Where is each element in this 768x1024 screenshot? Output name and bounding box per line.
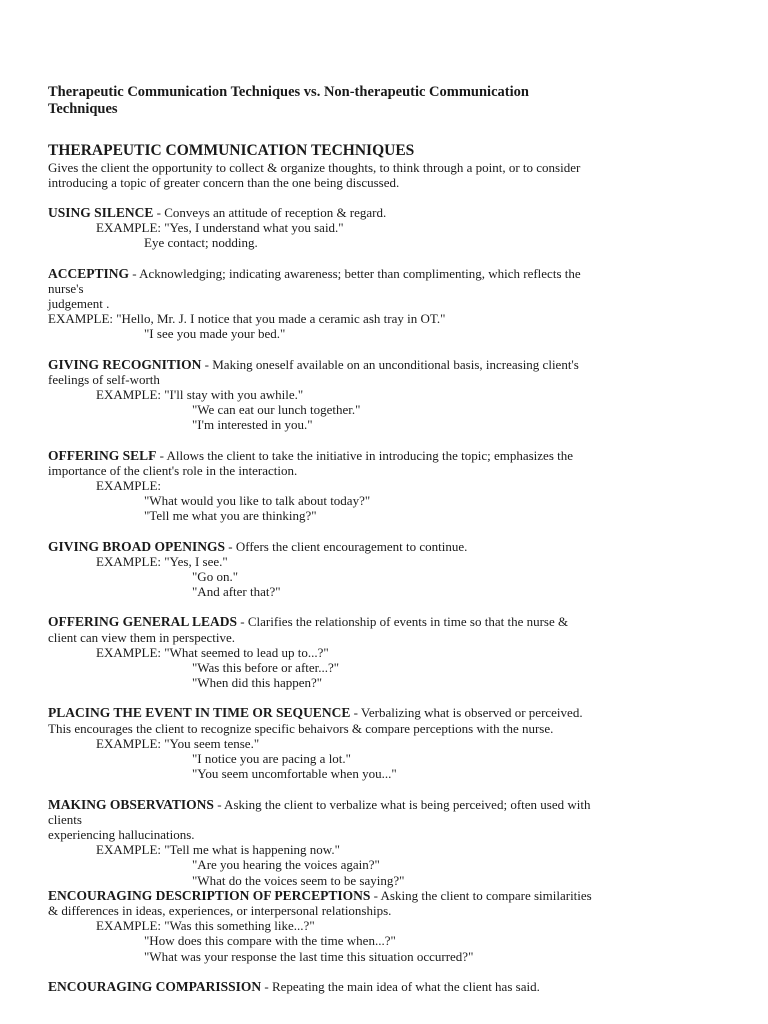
example-line: "What would you like to talk about today?"	[144, 493, 371, 509]
example-line: "I see you made your bed."	[144, 326, 286, 342]
example-line: "And after that?"	[192, 584, 281, 600]
intro-line-1: Gives the client the opportunity to collect & organize thoughts, to think through a point, or to consider	[48, 160, 581, 175]
technique-definition: - Clarifies the relationship of events in time so that the nurse &	[237, 614, 569, 630]
section-intro	[48, 160, 728, 190]
technique-encouraging-comparission	[48, 979, 728, 994]
technique-term: OFFERING SELF	[48, 447, 157, 463]
example-line: EXAMPLE: "Tell me what is happening now."	[96, 842, 340, 858]
technique-definition: - Making oneself available on an unconditional basis, increasing client's	[201, 356, 579, 372]
technique-definition: - Verbalizing what is observed or perceived.	[350, 705, 583, 721]
technique-definition: - Asking the client to compare similarities	[370, 887, 592, 903]
example-line: EXAMPLE:	[96, 478, 161, 494]
example-line: EXAMPLE: "I'll stay with you awhile."	[96, 387, 304, 403]
example-line: "Was this before or after...?"	[192, 660, 340, 676]
technique-term: ACCEPTING	[48, 265, 130, 281]
technique-definition: - Asking the client to verbalize what is being perceived; often used with	[213, 796, 591, 812]
example-line: "Are you hearing the voices again?"	[192, 857, 380, 873]
technique-term: MAKING OBSERVATIONS	[48, 796, 214, 812]
technique-definition: - Acknowledging; indicating awareness; better than complimenting, which reflects the	[129, 265, 581, 281]
technique-encouraging-description-of-perceptions	[48, 888, 728, 964]
example-line: EXAMPLE: "You seem tense."	[96, 735, 260, 751]
technique-placing-event-in-time	[48, 705, 728, 781]
technique-term: GIVING BROAD OPENINGS	[48, 538, 226, 554]
definition-line: nurse's	[48, 280, 84, 296]
example-line: EXAMPLE: "What seemed to lead up to...?"	[96, 644, 329, 660]
example-line: "I notice you are pacing a lot."	[192, 751, 351, 767]
example-line: "Go on."	[192, 569, 239, 585]
document-title	[48, 84, 728, 118]
definition-line: importance of the client's role in the interaction.	[48, 462, 298, 478]
example-line: EXAMPLE: "Hello, Mr. J. I notice that you made a ceramic ash tray in OT."	[48, 311, 446, 327]
title-line-2: Techniques	[48, 101, 118, 117]
technique-definition: - Offers the client encouragement to continue.	[225, 538, 468, 554]
example-line: EXAMPLE: "Yes, I understand what you said."	[96, 220, 344, 236]
technique-definition: - Allows the client to take the initiative in introducing the topic; emphasizes the	[156, 447, 574, 463]
technique-term: OFFERING GENERAL LEADS	[48, 614, 238, 630]
technique-definition: - Repeating the main idea of what the client has said.	[261, 978, 540, 994]
technique-term: USING SILENCE	[48, 205, 154, 220]
definition-line: & differences in ideas, experiences, or interpersonal relationships.	[48, 902, 392, 918]
intro-line-2: introducing a topic of greater concern than the one being discussed.	[48, 175, 400, 190]
example-line: "When did this happen?"	[192, 675, 323, 691]
technique-term: PLACING THE EVENT IN TIME OR SEQUENCE	[48, 705, 351, 721]
technique-term: GIVING RECOGNITION	[48, 356, 202, 372]
definition-line: clients	[48, 811, 82, 827]
technique-accepting	[48, 266, 728, 342]
title-line-1: Therapeutic Communication Techniques vs. Non-therapeutic Communication	[48, 84, 529, 100]
technique-offering-self	[48, 448, 728, 524]
definition-line: feelings of self-worth	[48, 371, 160, 387]
example-line: EXAMPLE: "Was this something like...?"	[96, 918, 315, 934]
technique-giving-broad-openings	[48, 539, 728, 600]
technique-offering-general-leads	[48, 614, 728, 690]
technique-term: ENCOURAGING COMPARISSION	[48, 978, 262, 994]
example-line: "How does this compare with the time when...?"	[144, 933, 396, 949]
example-line: Eye contact; nodding.	[144, 235, 258, 251]
technique-term: ENCOURAGING DESCRIPTION OF PERCEPTIONS	[48, 887, 371, 903]
example-line: "What do the voices seem to be saying?"	[192, 872, 405, 888]
example-line: "You seem uncomfortable when you..."	[192, 766, 397, 782]
definition-line: experiencing hallucinations.	[48, 826, 195, 842]
example-line: "What was your response the last time this situation occurred?"	[144, 948, 474, 964]
example-line: EXAMPLE: "Yes, I see."	[96, 553, 228, 569]
section-heading: THERAPEUTIC COMMUNICATION TECHNIQUES	[48, 142, 415, 159]
example-line: "I'm interested in you."	[192, 417, 313, 433]
document-page	[48, 84, 728, 1009]
definition-line: judgement .	[48, 296, 110, 312]
technique-making-observations	[48, 797, 728, 888]
example-line: "We can eat our lunch together."	[192, 402, 361, 418]
technique-giving-recognition	[48, 357, 728, 433]
definition-line: This encourages the client to recognize specific behaivors & compare perceptions with the nurse.	[48, 720, 554, 736]
definition-line: client can view them in perspective.	[48, 629, 235, 645]
technique-definition: - Conveys an attitude of reception & regard.	[153, 205, 387, 220]
example-line: "Tell me what you are thinking?"	[144, 508, 317, 524]
technique-using-silence	[48, 205, 728, 251]
